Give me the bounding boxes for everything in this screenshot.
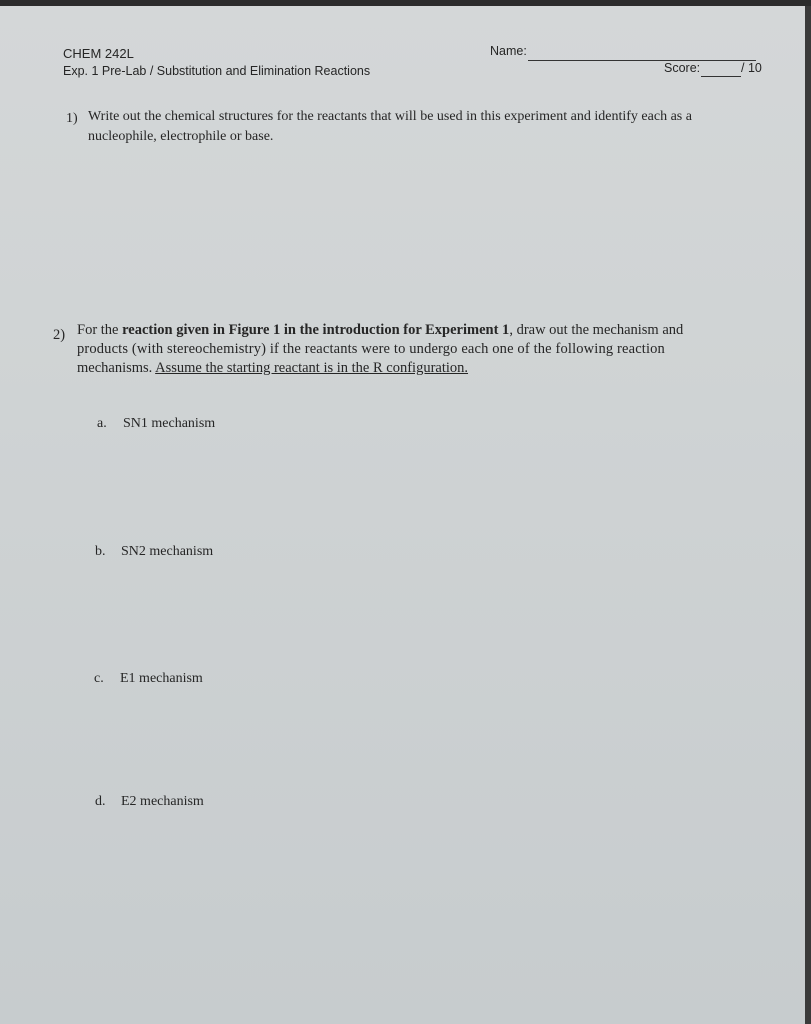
option-c <box>94 671 203 687</box>
option-a <box>97 416 215 432</box>
question-2-line-1-prefix: For the <box>77 322 123 338</box>
name-blank-line[interactable] <box>528 60 756 61</box>
option-a-label: SN1 mechanism <box>123 416 216 431</box>
photo-background-edge <box>805 0 811 1024</box>
score-max: / 10 <box>741 61 762 75</box>
photo-background-top <box>0 0 811 6</box>
option-c-letter: c. <box>94 671 104 686</box>
option-a-letter: a. <box>97 416 107 431</box>
option-b <box>95 544 213 560</box>
name-label: Name: <box>490 44 527 58</box>
question-2-line-1-suffix: , draw out the mechanism and <box>509 322 684 338</box>
score-label: Score: <box>664 61 701 75</box>
question-2-line-1 <box>77 322 683 339</box>
option-b-label: SN2 mechanism <box>121 544 214 559</box>
question-2-underlined-note: Assume the starting reactant is in the R configuration. <box>155 360 469 376</box>
question-1-line-2: nucleophile, electrophile or base. <box>88 129 274 144</box>
question-2-line-3-prefix: mechanisms. <box>77 360 156 376</box>
option-c-label: E1 mechanism <box>120 671 203 686</box>
course-code: CHEM 242L <box>63 46 134 61</box>
option-d-letter: d. <box>95 794 106 809</box>
option-d-label: E2 mechanism <box>121 794 204 809</box>
question-2-number: 2) <box>53 327 66 343</box>
question-1-number: 1) <box>66 111 78 126</box>
question-2-line-3 <box>77 360 468 377</box>
question-2-bold-reference: reaction given in Figure 1 in the introduction for Experiment 1 <box>122 322 510 338</box>
score-blank-line[interactable] <box>701 76 741 77</box>
option-d <box>95 794 204 810</box>
experiment-title: Exp. 1 Pre-Lab / Substitution and Elimination Reactions <box>63 64 371 78</box>
question-2-line-2: products (with stereochemistry) if the reactants were to undergo each one of the following reaction <box>77 341 665 357</box>
question-1-line-1: Write out the chemical structures for the reactants that will be used in this experiment and identify each as a <box>88 109 692 124</box>
option-b-letter: b. <box>95 544 106 559</box>
